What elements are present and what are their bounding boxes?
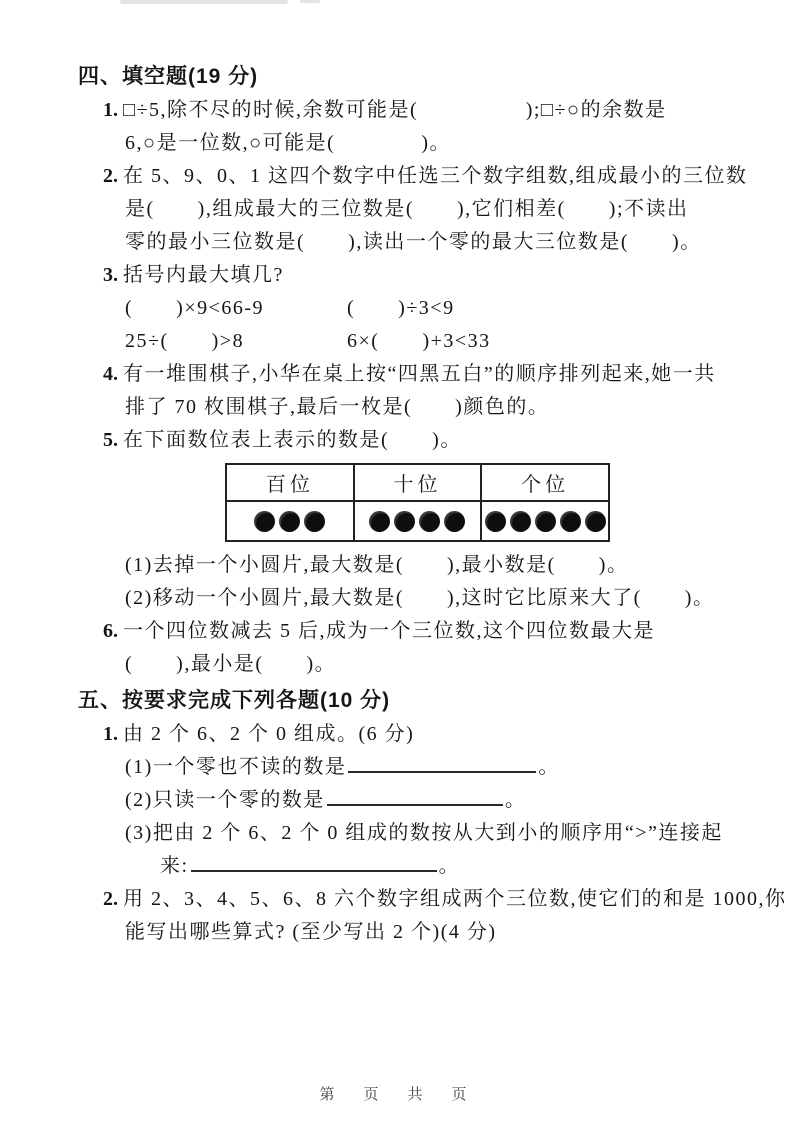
q3-number: 3. <box>103 264 118 286</box>
page-footer: 第 页 共 页 <box>319 1086 474 1103</box>
section-5-title: 五、按要求完成下列各题(10 分) <box>78 689 391 712</box>
q1-line-1 <box>78 94 735 127</box>
s5-q1-subitem-1 <box>78 751 735 784</box>
counter-dot-icon <box>444 511 465 532</box>
period: 。 <box>438 855 461 877</box>
place-value-header-row <box>226 464 609 501</box>
q6-number: 6. <box>103 620 118 642</box>
q3-equation-4: 6×( )+3<33 <box>347 330 491 352</box>
place-value-dots-row <box>226 501 609 541</box>
s5-q1-subitem-3-text: 来: <box>160 855 189 877</box>
s5-q2-number: 2. <box>103 888 118 910</box>
q5-text-1: 在下面数位表上表示的数是( )。 <box>123 429 462 451</box>
counter-dot-icon <box>510 511 531 532</box>
counter-dot-icon <box>394 511 415 532</box>
q4-line-1 <box>78 358 735 391</box>
q2-line-2: 是( ),组成最大的三位数是( ),它们相差( );不读出 <box>125 198 689 220</box>
answer-blank-line <box>348 753 536 773</box>
q5-subitem-2: (2)移动一个小圆片,最大数是( ),这时它比原来大了( )。 <box>125 587 715 609</box>
q5-subitem-1: (1)去掉一个小圆片,最大数是( ),最小数是( )。 <box>125 554 629 576</box>
q4-number: 4. <box>103 363 118 385</box>
counter-dot-icon <box>585 511 606 532</box>
header-cell-tens: 十位 <box>354 464 482 501</box>
q4-text-1: 有一堆围棋子,小华在桌上按“四黑五白”的顺序排列起来,她一共 <box>123 363 716 385</box>
scan-edge-artifact <box>120 0 288 4</box>
s5-q1-subitem-3-line-2 <box>78 850 735 883</box>
q6-line-2: ( ),最小是( )。 <box>125 653 337 675</box>
q2-line-1 <box>78 160 748 193</box>
q1-line-2: 6,○是一位数,○可能是( )。 <box>125 132 451 154</box>
s5-q1-subitem-2 <box>78 784 735 817</box>
q6-line-1 <box>78 615 735 648</box>
q3-equation-3: 25÷( )>8 <box>125 330 245 352</box>
header-cell-ones: 个位 <box>481 464 609 501</box>
answer-blank-line <box>327 786 503 806</box>
section-4-title: 四、填空题(19 分) <box>78 65 259 88</box>
s5-q1-subitem-1-text: (1)一个零也不读的数是 <box>125 756 347 778</box>
dots-cell-tens <box>354 501 482 541</box>
q6-text-1: 一个四位数减去 5 后,成为一个三位数,这个四位数最大是 <box>123 620 655 642</box>
q5-number: 5. <box>103 429 118 451</box>
counter-dot-icon <box>535 511 556 532</box>
q3-text-1: 括号内最大填几? <box>123 264 284 286</box>
q3-line-1 <box>78 259 735 292</box>
scan-edge-artifact <box>300 0 320 3</box>
s5-q1-subitem-3-line-1: (3)把由 2 个 6、2 个 0 组成的数按从大到小的顺序用“>”连接起 <box>125 822 723 844</box>
q1-text-1: □÷5,除不尽的时候,余数可能是( );□÷○的余数是 <box>123 99 667 121</box>
header-cell-hundreds: 百位 <box>226 464 354 501</box>
s5-q2-line-1 <box>78 883 787 916</box>
counter-dot-icon <box>254 511 275 532</box>
period: 。 <box>504 789 527 811</box>
q2-line-3: 零的最小三位数是( ),读出一个零的最大三位数是( )。 <box>125 231 702 253</box>
answer-blank-line <box>191 852 437 872</box>
counter-dot-icon <box>369 511 390 532</box>
s5-q2-text-1: 用 2、3、4、5、6、8 六个数字组成两个三位数,使它们的和是 1000,你 <box>123 888 787 910</box>
counter-dot-icon <box>560 511 581 532</box>
q1-number: 1. <box>103 99 118 121</box>
counter-dot-icon <box>419 511 440 532</box>
dots-cell-hundreds <box>226 501 354 541</box>
q3-equation-row-2 <box>78 325 735 358</box>
counter-dot-icon <box>279 511 300 532</box>
s5-q2-line-2: 能写出哪些算式? (至少写出 2 个)(4 分) <box>125 921 497 943</box>
q2-text-1: 在 5、9、0、1 这四个数字中任选三个数字组数,组成最小的三位数 <box>123 165 748 187</box>
q5-line-1 <box>78 424 735 457</box>
dots-cell-ones <box>481 501 609 541</box>
place-value-table <box>225 463 610 542</box>
s5-q1-line-1 <box>78 718 735 751</box>
counter-dot-icon <box>485 511 506 532</box>
worksheet-content <box>78 60 787 949</box>
q3-equation-row-1 <box>78 292 735 325</box>
period: 。 <box>538 756 560 778</box>
counter-dot-icon <box>304 511 325 532</box>
s5-q1-number: 1. <box>103 723 118 745</box>
s5-q1-text-1: 由 2 个 6、2 个 0 组成。(6 分) <box>123 723 415 745</box>
q2-number: 2. <box>103 165 118 187</box>
q4-line-2: 排了 70 枚围棋子,最后一枚是( )颜色的。 <box>125 396 550 418</box>
s5-q1-subitem-2-text: (2)只读一个零的数是 <box>125 789 325 811</box>
q3-equation-2: ( )÷3<9 <box>347 297 455 319</box>
q3-equation-1: ( )×9<66-9 <box>125 297 265 319</box>
